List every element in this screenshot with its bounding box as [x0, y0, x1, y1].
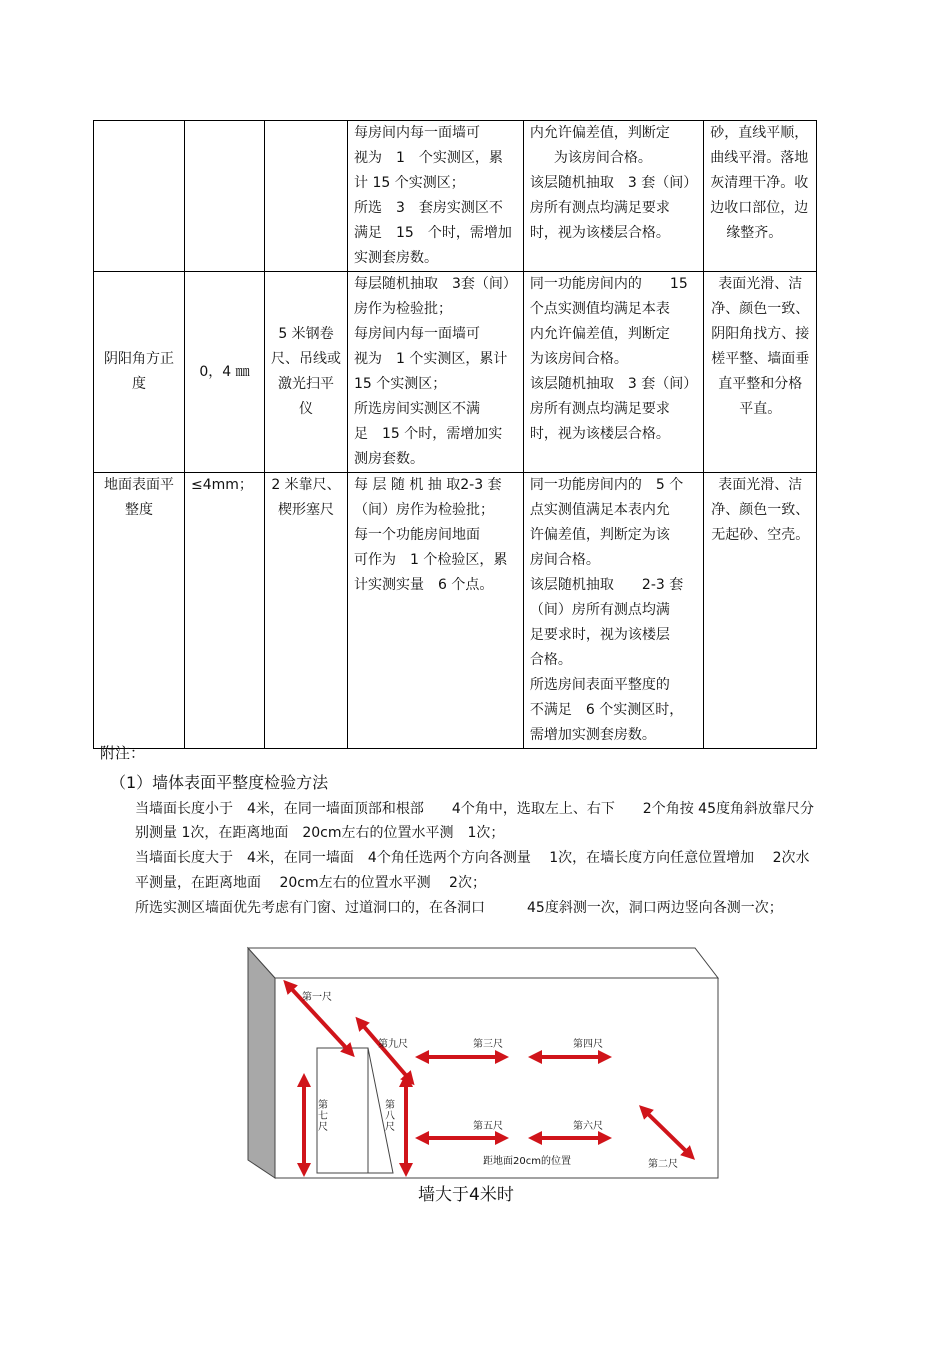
ruler-label-2: 第二尺 [648, 1159, 678, 1170]
ruler-label-6: 第六尺 [573, 1121, 603, 1132]
table-row [94, 272, 817, 473]
note-paragraph: 当墙面长度小于 4米，在同一墙面顶部和根部 4个角中，选取左上、右下 2个角按 45度角斜放靠尺分 [135, 801, 814, 817]
appearance-cell: 表面光滑、洁 净、颜色一致、 无起砂、空壳。 [704, 473, 817, 749]
wall-measurement-diagram [240, 930, 720, 1210]
diagram-caption: 墙大于4米时 [418, 1185, 514, 1205]
ruler-label-3: 第三尺 [473, 1039, 503, 1050]
sampling-cell: 每 层 随 机 抽 取2-3 套 （间）房作为检验批； 每一个功能房间地面 可作为 1 个检验区，累 计实测实量 6 个点。 [348, 473, 524, 749]
judgement-cell: 同一功能房间内的 5 个 点实测值满足本表内允 许偏差值，判断定为该 房间合格。 该层随机抽取 2-3 套 （间）房所有测点均满 足要求时，视为该楼层 合格。 所选房间表面平整度的 不满足 6 个实测区时， 需增加实测套房数。 [523, 473, 703, 749]
ruler-label-9: 第九尺 [378, 1039, 408, 1050]
note-paragraph: 所选实测区墙面优先考虑有门窗、过道洞口的，在各洞口 45度斜测一次，洞口两边竖向各测一次； [135, 900, 783, 916]
note-paragraph: 别测量 1次，在距离地面 20cm左右的位置水平测 1次； [135, 825, 505, 841]
tool-cell: 2 米靠尺、 楔形塞尺 [265, 473, 348, 749]
note-paragraph: 平测量，在距离地面 20cm左右的位置水平测 2次； [135, 875, 486, 891]
table-row [94, 473, 817, 749]
floor-height-label: 距地面20cm的位置 [483, 1156, 571, 1167]
appearance-cell: 表面光滑、洁 净、颜色一致、 阴阳角找方、接 槎平整、墙面垂 直平整和分格 平直。 [704, 272, 817, 473]
table-row [94, 121, 817, 272]
item-cell [94, 121, 185, 272]
tolerance-cell: ≤4mm； [185, 473, 265, 749]
wall-side-face [248, 948, 275, 1178]
sampling-cell: 每层随机抽取 3套（间） 房作为检验批； 每房间内每一面墙可 视为 1 个实测区，累计 15 个实测区； 所选房间实测区不满 足 15 个时，需增加实 测房套数。 [348, 272, 524, 473]
tool-cell: 5 米钢卷 尺、吊线或 激光扫平 仪 [265, 272, 348, 473]
tolerance-cell: 0，4 ㎜ [185, 272, 265, 473]
judgement-cell: 同一功能房间内的 15 个点实测值均满足本表 内允许偏差值，判断定 为该房间合格。 该层随机抽取 3 套（间） 房所有测点均满足要求 时，视为该楼层合格。 [523, 272, 703, 473]
ruler-label-5: 第五尺 [473, 1121, 503, 1132]
tolerance-cell [185, 121, 265, 272]
tool-cell [265, 121, 348, 272]
ruler-label-4: 第四尺 [573, 1039, 603, 1050]
sampling-cell: 每房间内每一面墙可 视为 1 个实测区，累 计 15 个实测区； 所选 3 套房实测区不 满足 15 个时，需增加 实测套房数。 [348, 121, 524, 272]
appearance-cell: 砂，直线平顺， 曲线平滑。落地 灰清理干净。收 边收口部位，边 缘整齐。 [704, 121, 817, 272]
judgement-cell: 内允许偏差值，判断定 为该房间合格。 该层随机抽取 3 套（间） 房所有测点均满足要求 时，视为该楼层合格。 [523, 121, 703, 272]
note-paragraph: 当墙面长度大于 4米，在同一墙面 4个角任选两个方向各测量 1次，在墙长度方向任意位置增加 2次水 [135, 850, 810, 866]
ruler-label-8: 第八尺 [385, 1100, 395, 1133]
ruler-label-7: 第七尺 [318, 1100, 328, 1133]
wall-top-face [248, 948, 718, 978]
item-cell: 地面表面平 整度 [94, 473, 185, 749]
item-cell: 阴阳角方正 度 [94, 272, 185, 473]
quality-spec-table [93, 120, 817, 749]
notes-heading: 附注： [100, 744, 146, 762]
notes-subheading: （1）墙体表面平整度检验方法 [110, 773, 329, 792]
ruler-label-1: 第一尺 [302, 992, 332, 1003]
